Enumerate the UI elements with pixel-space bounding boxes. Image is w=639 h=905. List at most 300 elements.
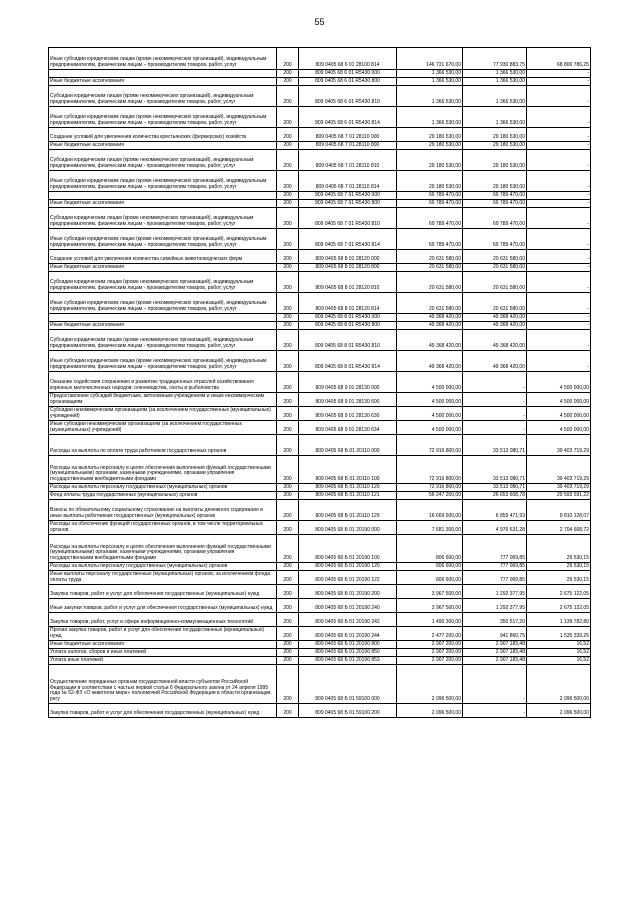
cell-plan: 4 500 000,00	[397, 407, 463, 421]
cell-plan: 49 368 420,00	[397, 314, 463, 322]
cell-name: Иные субсидии юридическим лицам (кроме некоммерческих организаций), индивидуальным предпринимателям, физическим лицам – производителям товаров, работ, услуг	[49, 351, 277, 372]
cell-exec: -	[463, 421, 527, 435]
cell-name: Иные бюджетные ассигнования	[49, 264, 277, 272]
table-row	[49, 393, 591, 407]
cell-plan: 2 477 200,00	[397, 627, 463, 641]
cell-name: Субсидии юридическим лицам (кроме некоммерческих организаций), индивидуальным предпринимателям, физическим лицам - производителям товаров, работ, услуг	[49, 272, 277, 293]
cell-adm: 200	[277, 314, 299, 322]
cell-adm: 200	[277, 521, 299, 535]
cell-rest: -	[527, 250, 591, 264]
cell-plan: 20 631 580,00	[397, 272, 463, 293]
cell-exec: 69 789 470,00	[463, 192, 527, 200]
table-row	[49, 521, 591, 535]
cell-plan: 1 366 530,00	[397, 70, 463, 78]
cell-exec: 33 513 080,71	[463, 484, 527, 492]
cell-name: Уплата иных платежей	[49, 657, 277, 665]
cell-code: 809 0405 68 6 01 R5430 000	[299, 70, 397, 78]
cell-name: Фонд оплаты труда государственных (муниципальных) органов	[49, 492, 277, 500]
cell-plan: 72 916 800,00	[397, 435, 463, 456]
cell-name: Иные субсидии юридическим лицам (кроме некоммерческих организаций), индивидуальным предпринимателям, физическим лицам – производителям товаров, работ, услуг	[49, 171, 277, 192]
cell-exec: 20 631 580,00	[463, 264, 527, 272]
table-row	[49, 200, 591, 208]
cell-plan: 49 368 420,00	[397, 351, 463, 372]
cell-plan: 2 907 200,00	[397, 649, 463, 657]
cell-name	[49, 314, 277, 322]
cell-code: 809 0405 68 9 01 28130 600	[299, 393, 397, 407]
cell-rest: -	[527, 264, 591, 272]
cell-rest: 39 403 719,29	[527, 484, 591, 492]
cell-name	[49, 192, 277, 200]
table-row	[49, 571, 591, 585]
cell-rest: -	[527, 150, 591, 171]
cell-adm: 200	[277, 48, 299, 70]
cell-rest: 4 500 000,00	[527, 407, 591, 421]
cell-code: 809 0405 68 7 01 R5430 800	[299, 200, 397, 208]
cell-exec: 49 368 420,00	[463, 322, 527, 330]
cell-exec: 777 069,85	[463, 563, 527, 571]
cell-adm: 200	[277, 563, 299, 571]
cell-code: 809 0405 68 Б 01 59100 000	[299, 665, 397, 704]
cell-plan: 3 967 500,00	[397, 585, 463, 599]
cell-exec: 69 789 470,00	[463, 229, 527, 250]
cell-rest: 2 096 500,00	[527, 665, 591, 704]
table-row	[49, 585, 591, 599]
cell-rest: 1 535 339,25	[527, 627, 591, 641]
cell-code: 809 0405 68 8 01 28120 000	[299, 250, 397, 264]
cell-adm: 200	[277, 192, 299, 200]
cell-exec: -	[463, 372, 527, 393]
table-row	[49, 192, 591, 200]
table-row	[49, 142, 591, 150]
budget-execution-table	[48, 47, 591, 718]
cell-adm: 200	[277, 107, 299, 128]
cell-exec: 33 513 080,71	[463, 456, 527, 484]
cell-exec: 69 789 470,00	[463, 208, 527, 229]
cell-code: 809 0405 68 8 01 R5430 810	[299, 330, 397, 351]
cell-rest: -	[527, 272, 591, 293]
cell-rest: -	[527, 229, 591, 250]
cell-plan: 69 789 470,00	[397, 200, 463, 208]
cell-adm: 200	[277, 421, 299, 435]
cell-rest: 4 500 000,00	[527, 421, 591, 435]
cell-adm: 200	[277, 599, 299, 613]
table-row	[49, 272, 591, 293]
page-number: 55	[314, 17, 325, 27]
cell-adm: 200	[277, 492, 299, 500]
cell-adm: 200	[277, 704, 299, 718]
cell-name: Иные субсидии юридическим лицам (кроме некоммерческих организаций), индивидуальным предпринимателям, физическим лицам – производителям товаров, работ, услуг	[49, 229, 277, 250]
cell-name: Иные субсидии некоммерческим организациям (за исключением государственных (муниципальных) учреждений)	[49, 421, 277, 435]
cell-name: Иные выплаты персоналу государственных (муниципальных) органов, за исключением фонда оплаты труда	[49, 571, 277, 585]
table-row	[49, 107, 591, 128]
cell-plan: 20 631 580,00	[397, 264, 463, 272]
cell-rest: -	[527, 314, 591, 322]
table-row	[49, 229, 591, 250]
cell-name: Закупка товаров, работ и услуг для обеспечения государственных (муниципальных) нужд	[49, 704, 277, 718]
cell-exec: 69 789 470,00	[463, 200, 527, 208]
cell-exec: 77 930 883,75	[463, 48, 527, 70]
cell-plan: 4 500 000,00	[397, 393, 463, 407]
cell-plan: 2 096 500,00	[397, 665, 463, 704]
cell-rest: -	[527, 192, 591, 200]
cell-plan: 2 096 500,00	[397, 704, 463, 718]
cell-rest: -	[527, 322, 591, 330]
cell-code: 809 0405 68 6 01 R5430 800	[299, 78, 397, 86]
cell-name: Расходы на выплаты персоналу в целях обеспечения выполнения функций государственными (муниципальными) органами, казенными учреждениями, органами управления государственными внебюджетными фондами	[49, 456, 277, 484]
cell-name: Субсидии юридическим лицам (кроме некоммерческих организаций), индивидуальным предпринимателям, физическим лицам - производителям товаров, работ, услуг	[49, 330, 277, 351]
cell-plan: 1 366 530,00	[397, 86, 463, 107]
cell-rest: 2 675 122,05	[527, 585, 591, 599]
cell-code: 809 0405 68 8 01 R5430 800	[299, 322, 397, 330]
cell-name: Субсидии юридическим лицам (кроме некоммерческих организаций), индивидуальным предпринимателям, физическим лицам - производителям товаров, работ, услуг	[49, 150, 277, 171]
cell-exec: 777 069,85	[463, 535, 527, 563]
table-row	[49, 563, 591, 571]
cell-plan: 29 180 530,00	[397, 171, 463, 192]
table-row	[49, 435, 591, 456]
cell-plan: 69 789 470,00	[397, 192, 463, 200]
cell-rest: -	[527, 200, 591, 208]
cell-adm: 200	[277, 484, 299, 492]
table-row	[49, 171, 591, 192]
cell-rest: 4 500 000,00	[527, 393, 591, 407]
cell-code: 809 0405 68 7 01 28110 810	[299, 150, 397, 171]
cell-adm: 200	[277, 142, 299, 150]
cell-exec: 49 368 420,00	[463, 351, 527, 372]
cell-rest: -	[527, 171, 591, 192]
cell-rest: 39 403 719,29	[527, 456, 591, 484]
cell-plan: 56 247 200,00	[397, 492, 463, 500]
cell-exec: 941 860,75	[463, 627, 527, 641]
cell-code: 809 0405 68 8 01 28120 814	[299, 293, 397, 314]
cell-code: 809 0405 68 7 01 R5430 814	[299, 229, 397, 250]
cell-rest: 29 593 591,22	[527, 492, 591, 500]
cell-plan: 4 500 000,00	[397, 372, 463, 393]
cell-rest: -	[527, 330, 591, 351]
cell-adm: 200	[277, 657, 299, 665]
cell-plan: 20 631 580,00	[397, 293, 463, 314]
cell-name: Иные субсидии юридическим лицам (кроме некоммерческих организаций), индивидуальным предпринимателям, физическим лицам – производителям товаров, работ, услуг	[49, 48, 277, 70]
cell-exec: 1 366 530,00	[463, 70, 527, 78]
cell-adm: 200	[277, 293, 299, 314]
cell-exec: 49 368 420,00	[463, 314, 527, 322]
cell-exec: 1 366 530,00	[463, 78, 527, 86]
cell-exec: 2 907 183,48	[463, 649, 527, 657]
cell-plan: 2 907 200,00	[397, 657, 463, 665]
table-row	[49, 150, 591, 171]
cell-adm: 200	[277, 351, 299, 372]
cell-rest: -	[527, 142, 591, 150]
cell-code: 809 0405 68 Б 01 20190 242	[299, 613, 397, 627]
cell-plan: 3 967 500,00	[397, 599, 463, 613]
cell-name: Создание условий для увеличения количества крестьянских (фермерских) хозяйств	[49, 128, 277, 142]
table-row	[49, 657, 591, 665]
cell-rest: -	[527, 293, 591, 314]
cell-rest: 9 810 128,07	[527, 500, 591, 521]
cell-adm: 200	[277, 78, 299, 86]
cell-code: 809 0405 68 8 01 R5430 814	[299, 351, 397, 372]
table-row	[49, 456, 591, 484]
cell-adm: 200	[277, 86, 299, 107]
cell-exec: 1 366 530,00	[463, 86, 527, 107]
cell-plan: 16 669 600,00	[397, 500, 463, 521]
cell-adm: 200	[277, 70, 299, 78]
cell-code: 809 0405 68 6 01 R5430 814	[299, 107, 397, 128]
cell-adm: 200	[277, 250, 299, 264]
table-row	[49, 314, 591, 322]
cell-plan: 29 180 530,00	[397, 128, 463, 142]
cell-code: 809 0405 68 Б 01 20110 000	[299, 435, 397, 456]
cell-adm: 200	[277, 272, 299, 293]
cell-name: Субсидии юридическим лицам (кроме некоммерческих организаций), индивидуальным предпринимателям, физическим лицам - производителям товаров, работ, услуг	[49, 86, 277, 107]
cell-name: Иные бюджетные ассигнования	[49, 200, 277, 208]
cell-name: Уплата налогов, сборов и иных платежей	[49, 649, 277, 657]
cell-exec: 33 513 080,71	[463, 435, 527, 456]
cell-adm: 200	[277, 435, 299, 456]
cell-plan: 7 681 300,00	[397, 521, 463, 535]
table-row	[49, 641, 591, 649]
cell-name: Расходы на выплаты по оплате труда работников государственных органов	[49, 435, 277, 456]
cell-adm: 200	[277, 456, 299, 484]
cell-exec: -	[463, 407, 527, 421]
cell-plan: 69 789 470,00	[397, 208, 463, 229]
cell-name: Закупка товаров, работ и услуг для обеспечения государственных (муниципальных) нужд	[49, 585, 277, 599]
cell-name: Иные бюджетные ассигнования	[49, 641, 277, 649]
table-row	[49, 208, 591, 229]
cell-name: Расходы на выплаты персоналу государственных (муниципальных) органов	[49, 563, 277, 571]
cell-name: Субсидии юридическим лицам (кроме некоммерческих организаций), индивидуальным предпринимателям, физическим лицам - производителям товаров, работ, услуг	[49, 208, 277, 229]
cell-rest: 4 500 000,00	[527, 372, 591, 393]
cell-name: Прочая закупка товаров, работ и услуг для обеспечения государственных (муниципальных) нужд	[49, 627, 277, 641]
cell-code: 809 0405 68 Б 01 20110 100	[299, 456, 397, 484]
table-row	[49, 264, 591, 272]
cell-code: 809 0405 68 7 01 28110 000	[299, 128, 397, 142]
table-row	[49, 128, 591, 142]
cell-exec: 2 907 183,48	[463, 641, 527, 649]
cell-exec: 49 368 420,00	[463, 330, 527, 351]
cell-exec: 1 292 377,95	[463, 585, 527, 599]
cell-code: 809 0405 68 Б 01 20110 129	[299, 500, 397, 521]
cell-plan: 4 500 000,00	[397, 421, 463, 435]
cell-name: Расходы на обеспечение функций государственных органов, в том числе территориальных органов	[49, 521, 277, 535]
cell-code: 809 0405 68 Б 01 20110 121	[299, 492, 397, 500]
cell-code: 809 0405 68 6 01 28100 814	[299, 48, 397, 70]
cell-adm: 200	[277, 372, 299, 393]
cell-rest: 1 139 782,80	[527, 613, 591, 627]
cell-rest: 16,52	[527, 649, 591, 657]
cell-rest: -	[527, 208, 591, 229]
cell-plan: 72 916 800,00	[397, 456, 463, 484]
cell-code: 809 0405 68 Б 01 59100 200	[299, 704, 397, 718]
cell-adm: 200	[277, 627, 299, 641]
cell-code: 809 0405 68 Б 01 20190 100	[299, 535, 397, 563]
cell-rest: 2 704 668,72	[527, 521, 591, 535]
table-row	[49, 372, 591, 393]
cell-exec: 20 631 580,00	[463, 250, 527, 264]
cell-name: Иные бюджетные ассигнования	[49, 322, 277, 330]
cell-adm: 200	[277, 393, 299, 407]
cell-code: 809 0405 68 Б 01 20110 120	[299, 484, 397, 492]
table-row	[49, 421, 591, 435]
cell-plan: 806 600,00	[397, 535, 463, 563]
cell-adm: 200	[277, 330, 299, 351]
cell-code: 809 0405 68 Б 01 20190 244	[299, 627, 397, 641]
cell-adm: 200	[277, 649, 299, 657]
cell-code: 809 0405 68 8 01 R5430 000	[299, 314, 397, 322]
cell-rest: 39 403 719,29	[527, 435, 591, 456]
cell-code: 809 0405 68 7 01 28110 800	[299, 142, 397, 150]
table-row	[49, 627, 591, 641]
cell-plan: 20 631 580,00	[397, 250, 463, 264]
cell-rest: -	[527, 70, 591, 78]
cell-code: 809 0405 68 7 01 R5430 810	[299, 208, 397, 229]
cell-exec: 2 907 183,48	[463, 657, 527, 665]
cell-code: 809 0405 68 9 01 28130 630	[299, 407, 397, 421]
cell-adm: 200	[277, 407, 299, 421]
cell-rest: 16,52	[527, 641, 591, 649]
cell-adm: 200	[277, 171, 299, 192]
cell-plan: 1 366 530,00	[397, 107, 463, 128]
cell-exec: 1 366 530,00	[463, 107, 527, 128]
cell-exec: 6 859 471,93	[463, 500, 527, 521]
cell-rest: -	[527, 107, 591, 128]
table-row	[49, 407, 591, 421]
cell-name: Создание условий для увеличения количества семейных животноводческих ферм	[49, 250, 277, 264]
cell-rest: -	[527, 86, 591, 107]
cell-adm: 200	[277, 571, 299, 585]
cell-exec: 29 180 530,00	[463, 150, 527, 171]
cell-adm: 200	[277, 613, 299, 627]
table-row	[49, 500, 591, 521]
cell-adm: 200	[277, 322, 299, 330]
cell-code: 809 0405 68 Б 01 20190 850	[299, 649, 397, 657]
cell-code: 809 0405 68 Б 01 20190 122	[299, 571, 397, 585]
cell-adm: 200	[277, 264, 299, 272]
cell-plan: 1 490 300,00	[397, 613, 463, 627]
cell-code: 809 0405 68 7 01 28110 814	[299, 171, 397, 192]
cell-plan: 1 366 530,00	[397, 78, 463, 86]
cell-adm: 200	[277, 535, 299, 563]
table-row	[49, 78, 591, 86]
table-row	[49, 665, 591, 704]
cell-exec: -	[463, 393, 527, 407]
table-row	[49, 351, 591, 372]
cell-code: 809 0405 68 9 01 28130 000	[299, 372, 397, 393]
table-body	[49, 48, 591, 718]
cell-plan: 29 180 530,00	[397, 142, 463, 150]
table-row	[49, 599, 591, 613]
cell-plan: 49 368 420,00	[397, 322, 463, 330]
cell-code: 809 0405 68 9 01 28130 634	[299, 421, 397, 435]
table-row	[49, 704, 591, 718]
cell-rest: -	[527, 78, 591, 86]
cell-code: 809 0405 68 8 01 28120 810	[299, 272, 397, 293]
cell-name: Иные бюджетные ассигнования	[49, 142, 277, 150]
cell-code: 809 0405 68 Б 01 20190 000	[299, 521, 397, 535]
cell-exec: 350 517,20	[463, 613, 527, 627]
cell-rest: 2 675 122,05	[527, 599, 591, 613]
cell-name: Иные закупки товаров, работ и услуг для обеспечения государственных (муниципальных) нужд	[49, 599, 277, 613]
cell-exec: 777 069,85	[463, 571, 527, 585]
table-row	[49, 649, 591, 657]
cell-plan: 49 368 420,00	[397, 330, 463, 351]
cell-plan: 806 600,00	[397, 563, 463, 571]
cell-rest: 29 530,15	[527, 571, 591, 585]
cell-name: Закупка товаров, работ, услуг в сфере информационно-коммуникационных технологий	[49, 613, 277, 627]
cell-rest: -	[527, 128, 591, 142]
table-row	[49, 535, 591, 563]
cell-adm: 200	[277, 641, 299, 649]
cell-rest: -	[527, 351, 591, 372]
cell-exec: 4 976 631,28	[463, 521, 527, 535]
cell-name	[49, 70, 277, 78]
table-row	[49, 70, 591, 78]
cell-exec: 20 631 580,00	[463, 293, 527, 314]
cell-rest: 16,52	[527, 657, 591, 665]
cell-exec: 26 653 608,78	[463, 492, 527, 500]
cell-exec: -	[463, 704, 527, 718]
cell-name: Оказание содействия сохранению и развитию традиционных отраслей хозяйствования коренных малочисленных народов: оленеводства, охоты и рыболовства	[49, 372, 277, 393]
table-row	[49, 250, 591, 264]
cell-name: Субсидии некоммерческим организациям (за исключением государственных (муниципальных) учреждений)	[49, 407, 277, 421]
cell-exec: 1 292 377,95	[463, 599, 527, 613]
cell-code: 809 0405 68 Б 01 20190 200	[299, 585, 397, 599]
cell-plan: 2 907 200,00	[397, 641, 463, 649]
table-row	[49, 322, 591, 330]
cell-code: 809 0405 68 Б 01 20190 800	[299, 641, 397, 649]
cell-exec: 29 180 530,00	[463, 142, 527, 150]
cell-name: Осуществление переданных органам государственной власти субъектов Российской Федерации в соответствии с частью первой статьи 6 Федерального закона от 24 апреля 1995 года № 52-ФЗ «О животном мире» полномочий Российской Федерации в области организации, регу	[49, 665, 277, 704]
cell-exec: 29 180 530,00	[463, 128, 527, 142]
cell-name: Расходы на выплаты персоналу в целях обеспечения выполнения функций государственными (муниципальными) органами, казенными учреждениями, органами управления государственными внебюджетными фондами	[49, 535, 277, 563]
table-row	[49, 613, 591, 627]
table-row	[49, 330, 591, 351]
cell-code: 809 0405 68 Б 01 20190 853	[299, 657, 397, 665]
cell-adm: 200	[277, 200, 299, 208]
cell-adm: 200	[277, 229, 299, 250]
cell-rest: 29 530,15	[527, 535, 591, 563]
cell-plan: 72 916 800,00	[397, 484, 463, 492]
table-row	[49, 86, 591, 107]
table-row	[49, 293, 591, 314]
table-row	[49, 492, 591, 500]
cell-plan: 146 731 670,00	[397, 48, 463, 70]
cell-adm: 200	[277, 585, 299, 599]
cell-name: Иные бюджетные ассигнования	[49, 78, 277, 86]
cell-code: 809 0405 68 6 01 R5430 810	[299, 86, 397, 107]
cell-plan: 29 180 530,00	[397, 150, 463, 171]
cell-adm: 200	[277, 665, 299, 704]
cell-exec: -	[463, 665, 527, 704]
cell-adm: 200	[277, 208, 299, 229]
cell-rest: 68 800 786,25	[527, 48, 591, 70]
cell-exec: 20 631 580,00	[463, 272, 527, 293]
table-row	[49, 484, 591, 492]
cell-name: Расходы на выплаты персоналу государственных (муниципальных) органов	[49, 484, 277, 492]
cell-code: 809 0405 68 7 01 R5430 000	[299, 192, 397, 200]
cell-code: 809 0405 68 Б 01 20190 120	[299, 563, 397, 571]
cell-name: Иные субсидии юридическим лицам (кроме некоммерческих организаций), индивидуальным предпринимателям, физическим лицам – производителям товаров, работ, услуг	[49, 293, 277, 314]
cell-adm: 200	[277, 150, 299, 171]
cell-exec: 29 180 530,00	[463, 171, 527, 192]
cell-plan: 806 600,00	[397, 571, 463, 585]
cell-rest: 2 096 500,00	[527, 704, 591, 718]
cell-adm: 200	[277, 128, 299, 142]
table-row	[49, 48, 591, 70]
cell-code: 809 0405 68 Б 01 20190 240	[299, 599, 397, 613]
cell-rest: 29 530,15	[527, 563, 591, 571]
cell-name: Предоставление субсидий бюджетным, автономным учреждениям и иным некоммерческим организациям	[49, 393, 277, 407]
cell-name: Взносы по обязательному социальному страхованию на выплаты денежного содержания и иные выплаты работникам государственных (муниципальных) органов	[49, 500, 277, 521]
